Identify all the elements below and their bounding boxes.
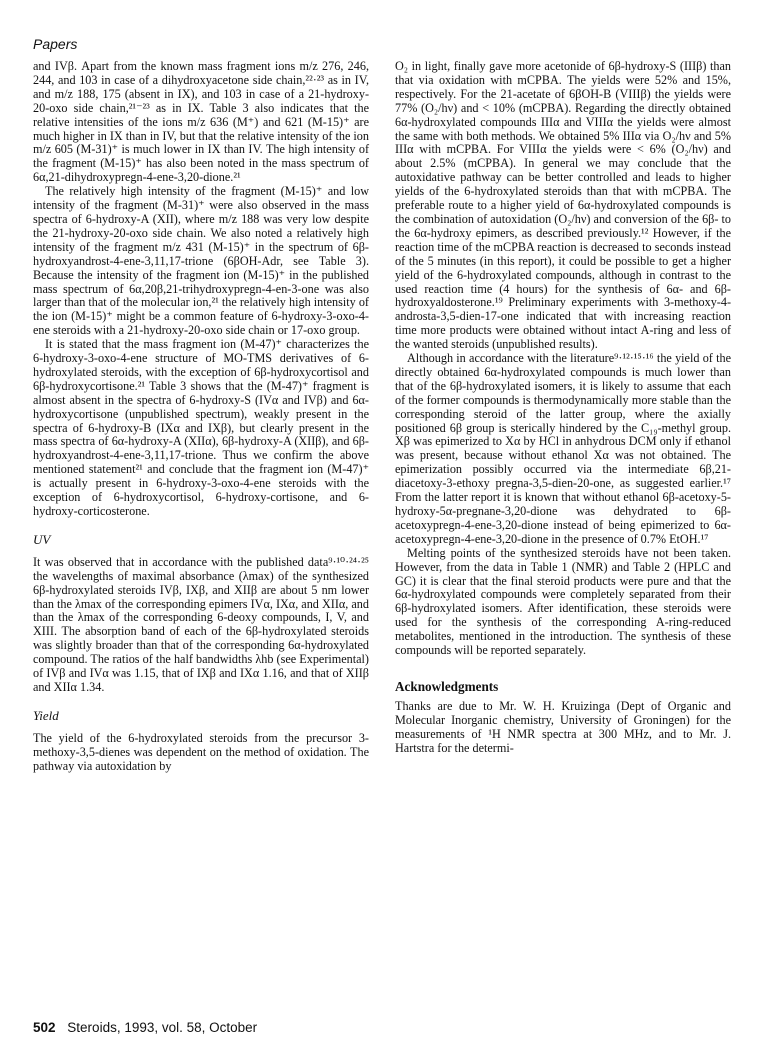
body-paragraph: O₂ in light, finally gave more acetonide of 6β-hydroxy-S (IIIβ) than that via oxidation with mCPBA. The yields were 52% and 15%, respectively. For the 21-acetate of 6βOH-B (VIIIβ) the yields were 77% (O₂/hν) and < 10% (mCPBA). Regarding the directly obtained 6α-hydroxylated compounds IIIα and VIIIα the yields were almost the same with both methods. We obtained 5% IIIα via O₂/hν and 5% IIIα with mCPBA. For VIIIα the yields were < 6% (O₂/hν) and about 2.5% (mCPBA). In general we may conclude that the autoxidative pathway can be better controlled and leads to higher yields of the 6-hydroxylated steroids than that with mCPBA. The preferable route to a higher yield of 6α-hydroxylated compounds is the combination of autoxidation (O₂/hν) and conversion of the 6β- to the 6α-hydroxy epimers, as described previously.¹² However, if the reaction time of the mCPBA reaction is decreased to seconds instead of the 5 minutes (in this report), it could be possible to get a higher yield of the 6-hydroxylated compounds, although in contrast to the used reaction time (4 hours) for the synthesis of 6α- and 6β-hydroxyaldosterone.¹⁹ Preliminary experiments with 3-methoxy-4-androsta-3,5-dien-17-one indicated that with increasing reaction time more products were obtained without intact A-ring and less of the wanted steroids (unpublished results). xyxy=(395,59,731,352)
page-footer xyxy=(33,1020,257,1035)
body-paragraph: Melting points of the synthesized steroids have not been taken. However, from the data in Table 1 (NMR) and Table 2 (HPLC and GC) it is clear that the final steroid products were pure and that the 6α-hydroxylated compounds were completely separated from their 6β-hydroxylated isomers. After identification, these steroids were used for the synthesis of the corresponding A-ring-reduced metabolites, mentioned in the introduction. The synthesis of these compounds will be reported separately. xyxy=(395,545,731,658)
left-column xyxy=(33,60,369,774)
body-paragraph: The relatively high intensity of the fragment (M-15)⁺ and low intensity of the fragment (M-31)⁺ were also observed in the mass spectra of 6-hydroxy-A (XII), where m/z 188 was very low despite the 21-hydroxy-20-oxo side chain. We also noted a relatively high intensity of the fragment m/z 431 (M-15)⁺ in the spectrum of 6β-hydroxyandrost-4-ene-3,11,17-trione (6βOH-Adr, see Table 3). Because the intensity of the fragment ion (M-15)⁺ in the published mass spectrum of 6α,20β,21-trihydroxypregn-4-en-3-one was also larger than that of the molecular ion,²¹ the relatively high intensity of the ion (M-15)⁺ might be a common feature of 6-hydroxy-3-oxo-4-ene steroids with a 21-hydroxy-20-oxo side chain or 17-oxo group. xyxy=(33,184,369,338)
page-number: 502 xyxy=(33,1020,56,1035)
journal-citation: Steroids, 1993, vol. 58, October xyxy=(67,1020,258,1035)
body-paragraph: It is stated that the mass fragment ion (M-47)⁺ characterizes the 6-hydroxy-3-oxo-4-ene structure of MO-TMS derivatives of 6-hydroxylated steroids, with the exception of 6β-hydroxycortisol and 6β-hydroxycortisone.²¹ Table 3 shows that the (M-47)⁺ fragment is almost absent in the spectra of 6-hydroxy-S (IVα and IVβ) and 6α-hydroxycortisone (unpublished spectrum), weakly present in the spectra of 6-hydroxy-B (IXα and IXβ), but clearly present in the mass spectra of 6α-hydroxy-A (XIIα), 6β-hydroxy-A (XIIβ), and 6β-hydroxyandrost-4-ene-3,11,17-trione. Thus we confirm the above mentioned statement²¹ and conclude that the fragment ion (M-47)⁺ is actually present in 6-hydroxy-3-oxo-4-ene steroids with the exception of 6-hydroxycortisol, 6-hydroxy-cortisone, and 6-hydroxy-corticosterone. xyxy=(33,337,369,518)
right-column xyxy=(395,60,731,756)
section-heading-acknowledgments: Acknowledgments xyxy=(395,678,499,694)
body-paragraph: and IVβ. Apart from the known mass fragment ions m/z 276, 246, 244, and 103 in case of a dihydroxyacetone side chain,²²·²³ as in IV, and m/z 188, 175 (absent in IX), and 103 in case of a 21-hydroxy-20-oxo side chain,²¹⁻²³ as in IX. Table 3 also indicates that the relative intensities of the ions m/z 636 (M⁺) and 621 (M-15)⁺ are much higher in IX than in IV, but that the relative intensity of the ion m/z 605 (M-31)⁺ is much lower in IX than IV. The high intensity of the fragment (M-15)⁺ has also been noted in the mass spectrum of 6α,21-dihydroxypregn-4-ene-3,20-dione.²¹ xyxy=(33,59,369,185)
body-paragraph: Thanks are due to Mr. W. H. Kruizinga (Dept of Organic and Molecular Inorganic chemistry, University of Groningen) for the measurements of ¹H NMR spectra at 300 MHz, and to Mr. J. Hartstra for the determi- xyxy=(395,698,731,755)
running-head: Papers xyxy=(33,36,78,52)
body-paragraph: It was observed that in accordance with the published data⁹·¹⁰·²⁴·²⁵ the wavelengths of maximal absorbance (λmax) of the synthesized 6β-hydroxylated steroids IVβ, IXβ, and XIIβ are about 5 nm lower than the λmax of the corresponding epimers IVα, IXα, and XIIα, and than the λmax of the corresponding 6-deoxy compounds, I, V, and XIII. The absorption band of each of the 6β-hydroxylated steroids was slightly broader than that of the corresponding 6α-hydroxylated compound. The ratios of the half bandwidths λhb (see Experimental) of IVβ and IVα was 1.15, that of IXβ and IXα 1.16, and that of XIIβ and XIIα 1.34. xyxy=(33,554,369,694)
section-heading-uv: UV xyxy=(33,531,51,547)
body-paragraph: Although in accordance with the literature⁹·¹²·¹⁵·¹⁶ the yield of the directly obtained 6α-hydroxylated compounds is much lower than that of the 6β-hydroxylated isomers, it is likely to assume that each of the former compounds is thermodynamically more stable than the corresponding steroid of the latter group, where the axially positioned 6β group is sterically hindered by the C₁₉-methyl group. Xβ was epimerized to Xα by HCl in anhydrous DCM only if ethanol was present, because without ethanol Xα was not obtained. The epimerization possibly occurred via the intermediate 6β,21-diacetoxy-3-ethoxy pregna-3,5-dien-20-one, as suggested earlier.¹⁷ From the latter report it is known that without ethanol 6β-acetoxy-5-hydroxy-5α-pregnane-3,20-dione was dehydrated to 6β-acetoxypregn-4-ene-3,20-dione instead of being epimerized to 6α-acetoxypregn-4-ene-3,20-dione in the presence of 0.7% EtOH.¹⁷ xyxy=(395,351,731,546)
body-paragraph: The yield of the 6-hydroxylated steroids from the precursor 3-methoxy-3,5-dienes was dependent on the method of oxidation. The pathway via autoxidation by xyxy=(33,730,369,773)
section-heading-yield: Yield xyxy=(33,707,59,723)
